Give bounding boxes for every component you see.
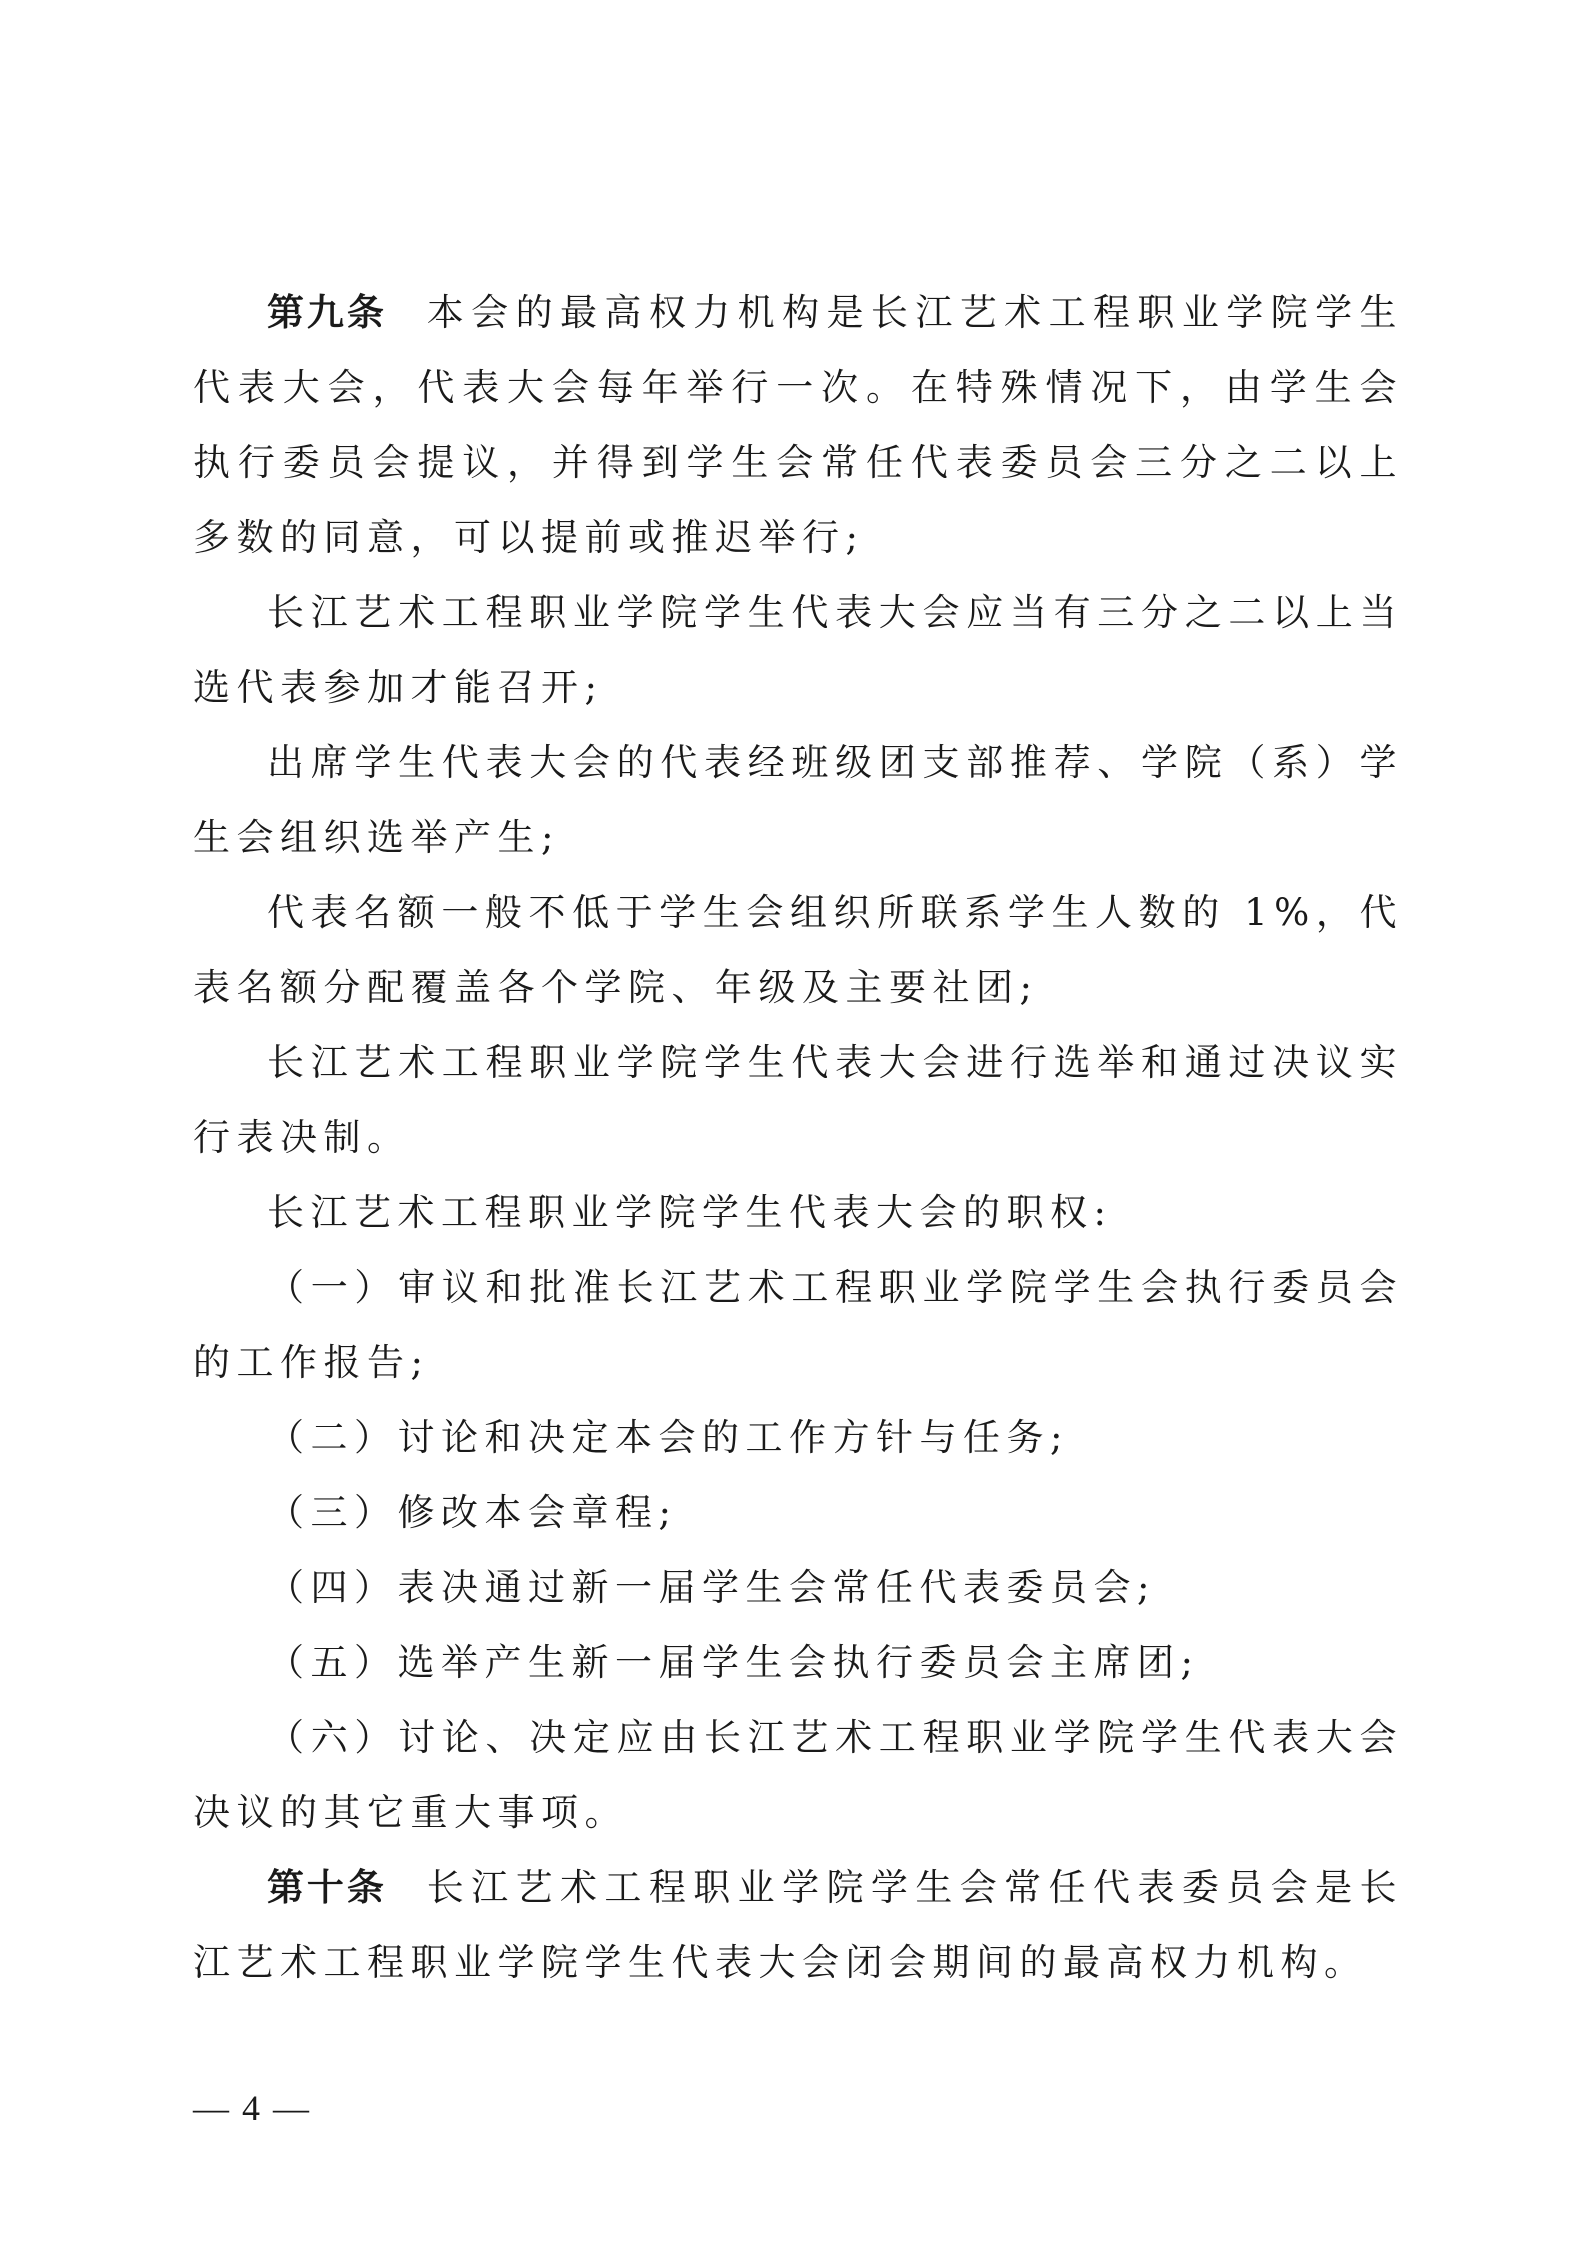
article-9-power-item: （五）选举产生新一届学生会执行委员会主席团; (267, 1641, 1200, 1684)
article-9-powers-heading: 长江艺术工程职业学院学生代表大会的职权: (267, 1191, 1113, 1234)
article-9-power-item: （二）讨论和决定本会的工作方针与任务; (267, 1416, 1069, 1459)
article-10-text: 长江艺术工程职业学院学生会常任代表委员会是长江艺术工程职业学院学生代表大会闭会期间的最高权力机构。 (193, 1866, 1403, 1984)
article-9-power-item: （六）讨论、决定应由长江艺术工程职业学院学生代表大会决议的其它重大事项。 (193, 1716, 1403, 1834)
document-body (193, 275, 1403, 2000)
article-9-paragraph: 代表名额一般不低于学生会组织所联系学生人数的 1%，代表名额分配覆盖各个学院、年级及主要社团; (193, 891, 1403, 1009)
page-number: — 4 — (193, 2088, 311, 2128)
article-10 (193, 1850, 1403, 2000)
article-9-paragraph: 长江艺术工程职业学院学生代表大会应当有三分之二以上当选代表参加才能召开; (193, 591, 1403, 709)
article-9-power-item: （一）审议和批准长江艺术工程职业学院学生会执行委员会的工作报告; (193, 1266, 1403, 1384)
article-9-paragraph: 长江艺术工程职业学院学生代表大会进行选举和通过决议实行表决制。 (193, 1041, 1403, 1159)
article-9-intro-text: 本会的最高权力机构是长江艺术工程职业学院学生代表大会，代表大会每年举行一次。在特殊情况下，由学生会执行委员会提议，并得到学生会常任代表委员会三分之二以上多数的同意，可以提前或推迟举行; (193, 291, 1403, 559)
article-9-intro (193, 275, 1403, 575)
article-9-paragraph: 出席学生代表大会的代表经班级团支部推荐、学院（系）学生会组织选举产生; (193, 741, 1403, 859)
article-9-heading: 第九条 (267, 290, 387, 334)
article-9-power-item: （三）修改本会章程; (267, 1491, 678, 1534)
article-9-power-item: （四）表决通过新一届学生会常任代表委员会; (267, 1566, 1156, 1609)
article-10-heading: 第十条 (267, 1865, 387, 1909)
